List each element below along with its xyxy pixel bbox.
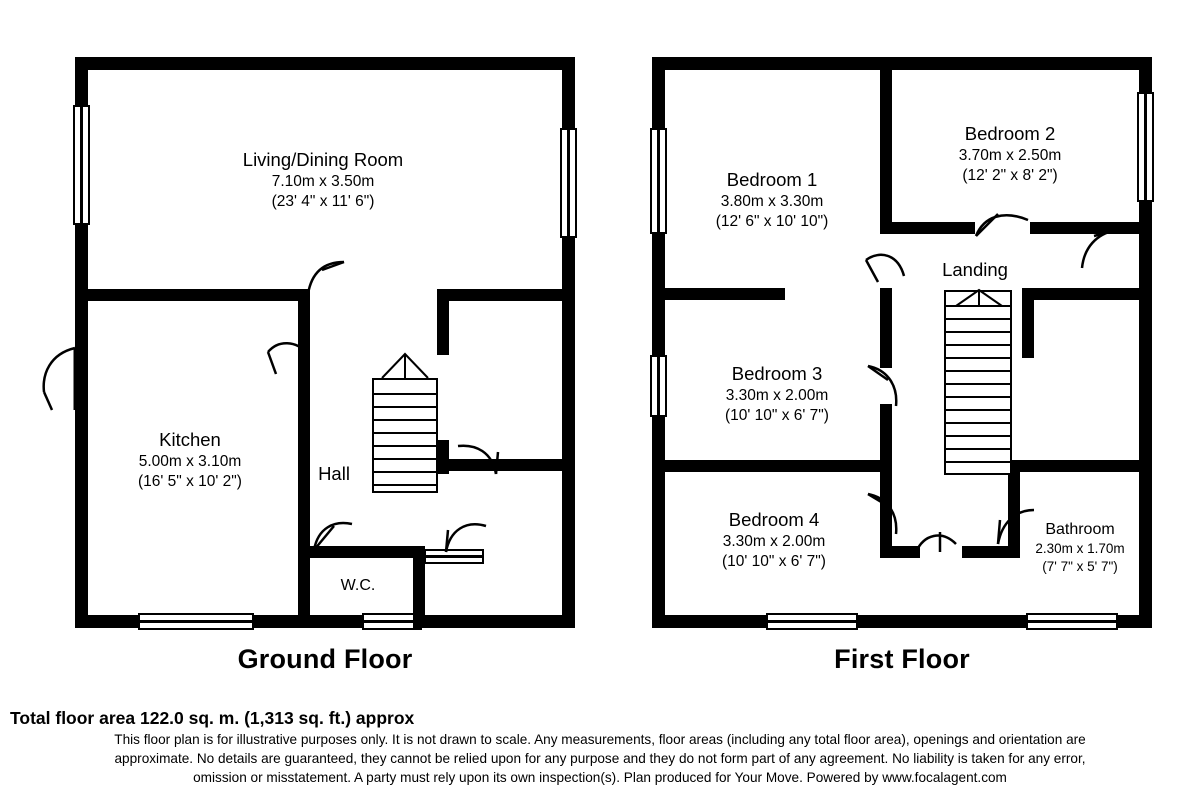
gf-door-living-hall xyxy=(300,258,350,298)
ff-window-bottom-b4-line xyxy=(768,620,856,623)
disclaimer-line-3: omission or misstatement. A party must rely upon its own inspection(s). Plan produced for Your Move. Powered by www.focalagent.com xyxy=(193,770,1007,785)
room-label-living-dining xyxy=(173,148,473,211)
gf-wall-wc-right xyxy=(413,546,425,628)
room-dim-metric: 5.00m x 3.10m xyxy=(138,452,242,470)
room-name: Bedroom 4 xyxy=(728,509,820,530)
room-name: Bathroom xyxy=(1045,521,1115,538)
ff-door-bedroom2 xyxy=(972,208,1034,242)
ff-wall-top xyxy=(652,57,1152,70)
ff-window-bottom-bath-line xyxy=(1028,620,1116,623)
room-name: Hall xyxy=(318,463,350,484)
room-dim-metric: 3.30m x 2.00m xyxy=(722,532,826,550)
room-dim-imperial: (10' 10" x 6' 7") xyxy=(722,552,826,570)
room-label-bedroom-4 xyxy=(684,508,864,571)
room-name: Landing xyxy=(942,259,1008,280)
disclaimer-line-1: This floor plan is for illustrative purposes only. It is not drawn to scale. Any measurements, floor areas (including any total floor area), openings and orientation are xyxy=(114,732,1086,747)
room-dim-metric: 7.10m x 3.50m xyxy=(271,172,375,190)
gf-stair-newel xyxy=(437,452,449,474)
room-dim-metric: 3.70m x 2.50m xyxy=(958,146,1062,164)
room-name: Kitchen xyxy=(159,429,221,450)
room-dim-imperial: (12' 2" x 8' 2") xyxy=(962,166,1058,184)
gf-door-kitchen-hall xyxy=(262,338,312,380)
ff-wall-landing-right-upper xyxy=(1022,288,1142,300)
room-label-bedroom-1 xyxy=(682,168,862,231)
gf-window-right-top-line xyxy=(567,130,570,236)
room-label-bedroom-3 xyxy=(687,362,867,425)
ff-wall-b2-bottom xyxy=(880,222,975,234)
gf-staircase xyxy=(372,378,438,493)
gf-stair-arrow-icon xyxy=(372,352,438,382)
gf-wall-top xyxy=(75,57,575,70)
room-label-landing xyxy=(885,258,1065,282)
room-label-kitchen xyxy=(90,428,290,491)
ff-staircase xyxy=(944,290,1012,475)
room-dim-metric: 3.80m x 3.30m xyxy=(720,192,824,210)
room-dim-imperial: (23' 4" x 11' 6") xyxy=(271,192,375,210)
ff-window-left-b3-line xyxy=(657,357,660,415)
disclaimer-line-2: approximate. No details are guaranteed, they cannot be relied upon for any purpose and they do not form part of any agreement. No liability is taken for any error, xyxy=(114,751,1086,766)
ff-door-bedroom4 xyxy=(862,490,904,538)
total-floor-area: Total floor area 122.0 sq. m. (1,313 sq. ft.) approx xyxy=(10,708,415,728)
ff-wall-b3-right xyxy=(880,300,892,368)
ff-door-bedroom2-landing xyxy=(1078,226,1122,274)
ff-window-right-b2-line xyxy=(1144,94,1147,200)
ff-door-landing-lower xyxy=(912,528,968,558)
room-dim-imperial: (7' 7" x 5' 7") xyxy=(1042,558,1118,574)
ground-floor-title: Ground Floor xyxy=(237,644,413,674)
room-label-bathroom xyxy=(1010,520,1150,575)
room-name: Bedroom 1 xyxy=(726,169,818,190)
gf-door-hall-right xyxy=(452,440,504,480)
gf-wall-kitchen-left-stub xyxy=(75,440,88,628)
room-name: Living/Dining Room xyxy=(242,149,404,170)
gf-door-hall-rear xyxy=(440,518,492,556)
room-name: W.C. xyxy=(340,577,376,594)
room-name: Bedroom 2 xyxy=(964,123,1056,144)
gf-window-left-top-line xyxy=(80,107,83,223)
gf-door-wc xyxy=(308,518,360,556)
ff-wall-b1-right xyxy=(880,70,892,234)
ff-window-left-b1-line xyxy=(657,130,660,232)
ff-door-bedroom3 xyxy=(862,362,904,410)
gf-wall-hall-right-upper xyxy=(437,289,449,355)
ff-stair-arrow-icon xyxy=(948,288,1010,310)
gf-window-bottom-mid-line xyxy=(364,620,420,623)
gf-door-front xyxy=(40,340,110,420)
room-dim-imperial: (10' 10" x 6' 7") xyxy=(725,406,829,424)
ff-wall-b3-bottom xyxy=(665,460,892,472)
room-name: Bedroom 3 xyxy=(731,363,823,384)
room-dim-metric: 2.30m x 1.70m xyxy=(1035,541,1125,557)
room-label-wc xyxy=(318,576,398,596)
ff-wall-b1-bottom xyxy=(665,288,785,300)
room-dim-metric: 3.30m x 2.00m xyxy=(725,386,829,404)
room-dim-imperial: (16' 5" x 10' 2") xyxy=(138,472,242,490)
gf-wall-living-divider xyxy=(88,289,310,301)
room-label-hall xyxy=(294,462,374,486)
first-floor-title: First Floor xyxy=(834,644,970,674)
ff-wall-bath-top xyxy=(1008,460,1152,472)
gf-window-bottom-left-line xyxy=(140,620,252,623)
room-label-bedroom-2 xyxy=(920,122,1100,185)
room-dim-imperial: (12' 6" x 10' 10") xyxy=(715,212,829,230)
gf-wall-living-divider-right xyxy=(447,289,575,301)
